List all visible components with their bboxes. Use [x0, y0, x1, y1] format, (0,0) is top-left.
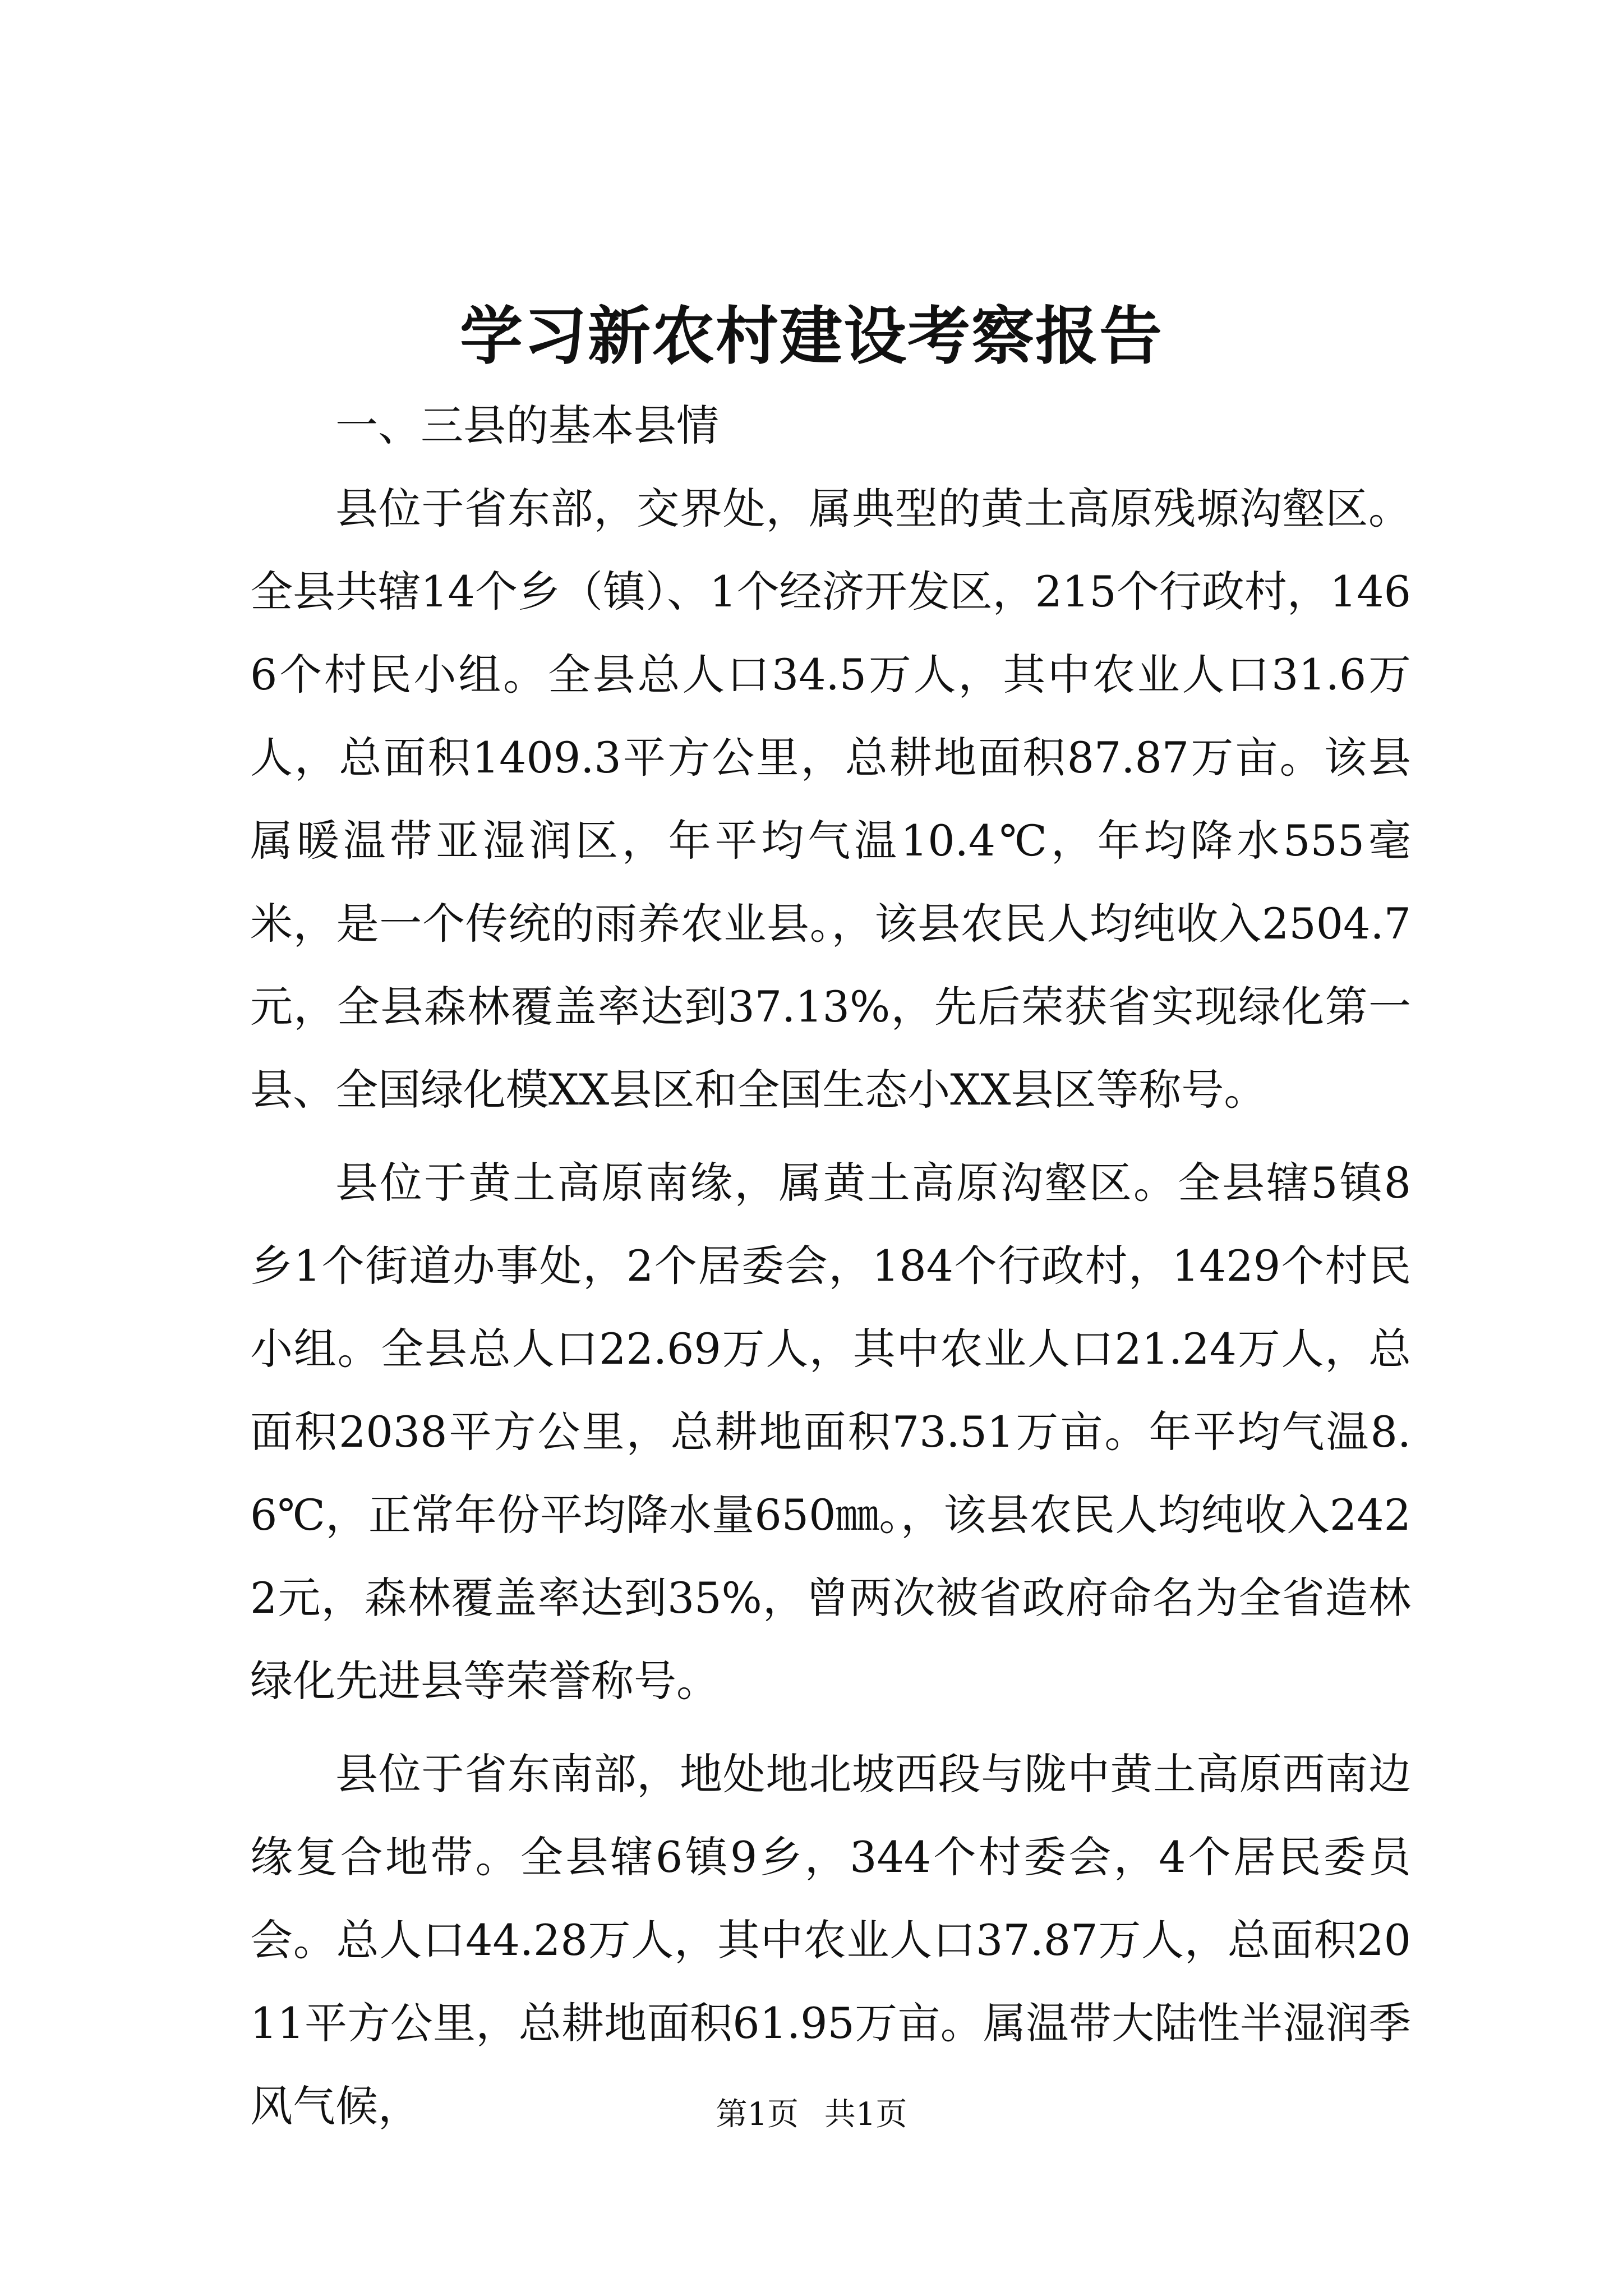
total-page-count: 共1页	[824, 2096, 907, 2133]
document-body	[250, 384, 1411, 2158]
paragraph-county-1: 县位于省东部，交界处，属典型的黄土高原残塬沟壑区。全县共辖14个乡（镇）、1个经济开发区，215个行政村，1466个村民小组。全县总人口34.5万人，其中农业人口31.6万人，总面积1409.3平方公里，总耕地面积87.87万亩。该县属暖温带亚湿润区，年平均气温10.4℃，年均降水555毫米，是一个传统的雨养农业县。，该县农民人均纯收入2504.7元，全县森林覆盖率达到37.13%，先后荣获省实现绿化第一县、全国绿化模XX县区和全国生态小XX县区等称号。	[250, 484, 1411, 1115]
section-heading: 一、三县的基本县情	[335, 401, 719, 450]
current-page-number: 第1页	[716, 2096, 799, 2133]
paragraph-county-3: 县位于省东南部，地处地北坡西段与陇中黄土高原西南边缘复合地带。全县辖6镇9乡，344个村委会，4个居民委员会。总人口44.28万人，其中农业人口37.87万人，总面积2011平方公里，总耕地面积61.95万亩。属温带大陆性半湿润季风气候，	[250, 1749, 1411, 2131]
document-title: 学习新农村建设考察报告	[460, 300, 1163, 373]
page-footer	[0, 2092, 1623, 2137]
paragraph-county-2: 县位于黄土高原南缘，属黄土高原沟壑区。全县辖5镇8乡1个街道办事处，2个居委会，184个行政村，1429个村民小组。全县总人口22.69万人，其中农业人口21.24万人，总面积2038平方公里，总耕地面积73.51万亩。年平均气温8.6℃，正常年份平均降水量650㎜。，该县农民人均纯收入2422元，森林覆盖率达到35%，曾两次被省政府命名为全省造林绿化先进县等荣誉称号。	[250, 1158, 1411, 1706]
